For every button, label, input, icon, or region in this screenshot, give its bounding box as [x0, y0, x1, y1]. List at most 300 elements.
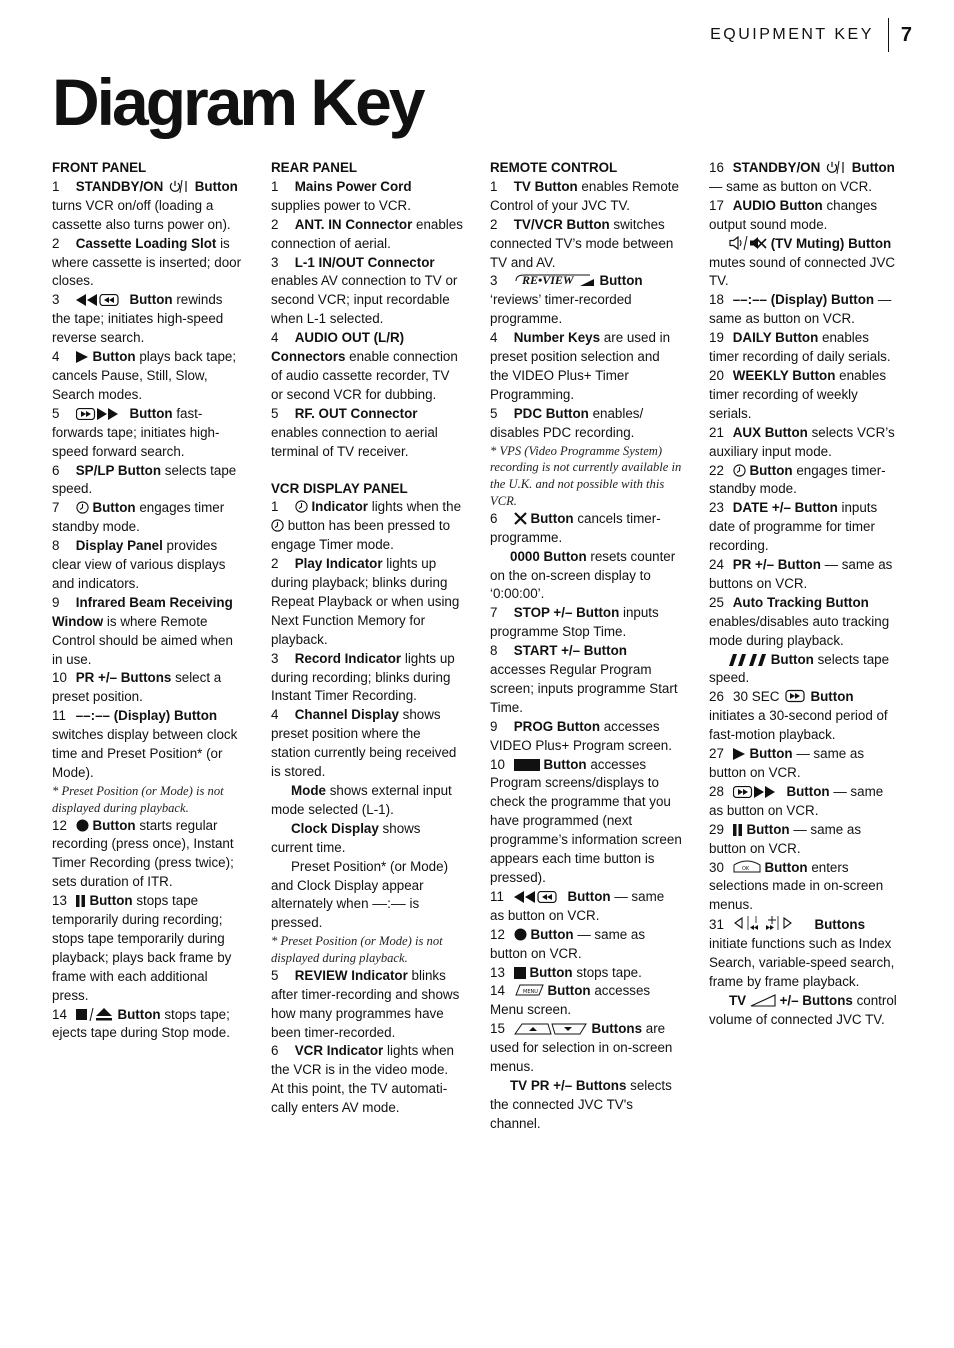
key-entry — [52, 594, 244, 670]
entry-label: Button — [767, 651, 814, 667]
entry-number: 5 — [52, 405, 60, 421]
entry-number: 16 — [709, 160, 724, 175]
entry-description: shows preset position where the station currently being received is stored. — [271, 707, 457, 780]
entry-number: 3 — [52, 292, 60, 308]
entry-label: AUX Button — [732, 424, 808, 440]
rewind-icon — [514, 891, 564, 903]
entry-number: 13 — [52, 893, 67, 909]
entry-number: 5 — [271, 405, 279, 421]
entry-description: inputs date of programme for timer recording. — [709, 500, 878, 554]
key-entry — [271, 178, 463, 216]
entry-label: TV Button — [513, 178, 578, 194]
entry-description: changes output sound mode. — [709, 197, 878, 232]
entry-label: Button — [742, 821, 790, 837]
entry-number: 10 — [490, 756, 505, 772]
review-logo-icon — [514, 273, 596, 287]
entry-description: selects the connected JVC TV's channel. — [490, 1077, 672, 1131]
key-entry — [52, 178, 244, 235]
entry-label: PR +/– Button — [732, 557, 821, 573]
entry-label: Clock Display — [291, 820, 379, 836]
key-entry — [490, 510, 682, 548]
menu-button-icon — [514, 983, 544, 997]
entry-description: select a preset position. — [52, 670, 222, 705]
entry-number: 12 — [490, 926, 505, 942]
entry-label: Play Indicator — [294, 556, 383, 572]
key-entry — [709, 556, 901, 594]
entry-label: WEEKLY Button — [732, 367, 836, 383]
key-entry — [709, 197, 901, 235]
entry-description: lights when the VCR is in the video mode. At this point, the TV automati-cally enters AV mode. — [271, 1043, 454, 1116]
key-entry — [52, 1006, 244, 1044]
key-entry-continued — [709, 235, 901, 292]
entry-description: starts regular recording (press once), Instant Timer Recording (press twice); sets duration of ITR. — [52, 817, 234, 890]
entry-description: plays back tape; cancels Pause, Still, Slow, Search modes. — [52, 349, 237, 402]
entry-description: — same as button on VCR. — [709, 292, 892, 327]
key-entry — [490, 604, 682, 642]
entry-description: enables/disables auto tracking mode during playback. — [709, 613, 890, 648]
key-entry — [490, 178, 682, 216]
entry-description: selects tape speed. — [709, 651, 890, 686]
entry-number: 4 — [271, 330, 279, 346]
entry-description: enables connection to aerial terminal of TV receiver. — [271, 424, 438, 459]
entry-label: AUDIO OUT (L/R) Connectors — [271, 330, 405, 365]
key-entry-continued — [709, 992, 901, 1030]
entry-number: 1 — [271, 499, 279, 515]
entry-description: lights up during recording; blinks during Instant Timer Recording. — [271, 650, 455, 704]
entry-description: control volume of connected JVC TV. — [709, 992, 897, 1027]
entry-number: 2 — [490, 216, 498, 232]
key-entry — [709, 821, 901, 859]
entry-number: 2 — [271, 216, 279, 232]
timer-icon — [271, 519, 284, 532]
entry-description: mutes sound of connected JVC TV. — [709, 254, 896, 289]
entry-number: 30 — [709, 859, 724, 875]
entry-label: SP/LP Button — [75, 462, 162, 478]
stop-eject-icon — [76, 1008, 114, 1021]
key-entry — [490, 272, 682, 329]
entry-number: 28 — [709, 783, 724, 799]
key-entry — [271, 650, 463, 707]
entry-number: 18 — [709, 292, 724, 308]
key-entry — [709, 462, 901, 500]
key-entry — [709, 783, 901, 821]
entry-label: Button — [191, 178, 238, 194]
entry-label: VCR Indicator — [294, 1043, 384, 1059]
entry-description: — same as button on VCR. — [709, 821, 862, 856]
entry-description: — same as button on VCR. — [709, 783, 884, 818]
entry-description: — same as button on VCR. — [490, 926, 646, 961]
entry-number: 25 — [709, 594, 724, 610]
entry-description: accesses Program screens/displays to check the programme that you have programmed (next programme’s information screen appears each time button is pressed). — [490, 756, 682, 885]
key-entry — [490, 982, 682, 1020]
key-entry-continued — [490, 1077, 682, 1134]
key-entry-continued — [709, 651, 901, 689]
key-entry — [709, 367, 901, 424]
entry-description-tail: button has been pressed to engage Timer mode. — [271, 518, 451, 553]
entry-description: enable connection of audio cassette recorder, TV or second VCR for dubbing. — [271, 349, 458, 402]
entry-description: engages timer standby mode. — [52, 500, 225, 535]
entry-description: cancels timer-programme. — [490, 510, 661, 545]
entry-description: Preset Position* (or Mode) and Clock Display appear alternately when ––:–– is pressed. — [271, 858, 449, 931]
entry-label: RF. OUT Connector — [294, 405, 418, 421]
entry-number: 3 — [271, 254, 279, 270]
entry-number: 4 — [490, 330, 498, 346]
black-bar-icon — [514, 759, 540, 771]
entry-description: initiates a 30-second period of fast-motion playback. — [709, 708, 888, 743]
entry-description: enables connection of aerial. — [271, 216, 463, 251]
spacer — [271, 462, 463, 480]
svg-text:OK: OK — [741, 865, 749, 872]
entry-number: 27 — [709, 746, 724, 762]
key-entry — [271, 216, 463, 254]
entry-label: Cassette Loading Slot — [75, 235, 217, 251]
entry-description: selects VCR’s auxiliary input mode. — [709, 424, 895, 459]
entry-label: 0000 Button — [510, 548, 587, 564]
entry-description: are used in preset position selection and the VIDEO Plus+ Timer Programming. — [490, 330, 671, 402]
entry-description: enables timer recording of daily serials. — [709, 330, 891, 365]
entry-description: selects tape speed. — [52, 462, 237, 497]
entry-number: 14 — [52, 1006, 67, 1022]
entry-label: Buttons — [810, 917, 866, 933]
entry-label: Button — [125, 405, 173, 421]
entry-label: ANT. IN Connector — [294, 216, 413, 232]
entry-label: Buttons — [587, 1021, 643, 1037]
entry-number: 21 — [709, 424, 724, 440]
key-entry — [709, 159, 901, 197]
entry-description: accesses Menu screen. — [490, 983, 651, 1018]
entry-description: — same as button on VCR. — [490, 888, 665, 923]
svg-text:RE•VIEW: RE•VIEW — [521, 273, 574, 288]
key-entry-continued — [271, 820, 463, 858]
entry-number: 6 — [490, 510, 498, 526]
entry-description: stops tape; ejects tape during Stop mode. — [52, 1006, 230, 1041]
key-entry — [52, 892, 244, 1005]
entry-description: ‘reviews’ timer-recorded programme. — [490, 292, 632, 327]
entry-label: +/– Buttons — [775, 992, 853, 1008]
page-number: 7 — [900, 23, 912, 46]
key-entry — [490, 756, 682, 888]
entry-description: lights when the — [368, 499, 462, 515]
key-entry — [490, 926, 682, 964]
key-entry — [490, 718, 682, 756]
column-rear-display — [271, 159, 463, 1118]
key-entry — [709, 745, 901, 783]
entry-label: Number Keys — [513, 330, 601, 346]
pause-icon — [76, 895, 86, 907]
entry-label: Button — [760, 859, 808, 875]
key-entry — [52, 537, 244, 594]
key-entry — [490, 216, 682, 273]
key-entry — [52, 707, 244, 783]
entry-description: — same as button on VCR. — [709, 178, 872, 194]
svg-text:30 SEC: 30 SEC — [732, 689, 780, 704]
entry-number: 24 — [709, 557, 724, 573]
entry-number: 23 — [709, 500, 724, 516]
entry-label-prefix: STANDBY/ON — [732, 160, 824, 175]
entry-description: switches display between clock time and Preset Position* (or Mode). — [52, 727, 238, 780]
entry-number: 13 — [490, 964, 505, 980]
entry-label: DATE +/– Button — [732, 500, 838, 516]
entry-label: REVIEW Indicator — [294, 967, 408, 983]
entry-description: enables timer recording of weekly serials. — [709, 367, 887, 421]
entry-description: enters selections made in on-screen menus. — [709, 859, 884, 913]
entry-description: engages timer-standby mode. — [709, 462, 886, 497]
entry-label: Button — [526, 510, 574, 526]
entry-description: resets counter on the on-screen display to ‘0:00:00’. — [490, 548, 676, 602]
entry-label: PR +/– Buttons — [75, 670, 172, 686]
entry-description: shows current time. — [271, 820, 421, 855]
entry-label: Infrared Beam Receiving Window — [52, 594, 233, 629]
entry-description: enables Remote Control of your JVC TV. — [490, 178, 679, 213]
svg-text:MENU: MENU — [522, 989, 538, 996]
entry-label: Record Indicator — [294, 650, 402, 666]
timer-icon — [733, 464, 746, 477]
key-entry — [271, 498, 463, 555]
key-entry — [490, 888, 682, 926]
entry-number: 6 — [271, 1043, 279, 1059]
entry-label: DAILY Button — [732, 330, 819, 346]
footnote: * Preset Position (or Mode) is not displayed during playback. — [271, 934, 443, 966]
entry-number: 31 — [709, 917, 724, 933]
entry-number: 2 — [52, 235, 60, 251]
entry-label: STOP +/– Button — [513, 605, 620, 621]
entry-number: 6 — [52, 462, 60, 478]
mute-icon — [729, 236, 767, 250]
power-icon — [824, 161, 848, 174]
up-down-buttons-icon — [514, 1023, 588, 1035]
entry-description: supplies power to VCR. — [271, 197, 411, 213]
entry-label: ––:–– (Display) Button — [732, 292, 875, 308]
entry-label: Button — [539, 756, 587, 772]
entry-description: — same as button on VCR. — [709, 746, 865, 780]
entry-label: Button — [526, 926, 574, 942]
entry-label: Button — [525, 964, 573, 980]
key-entry — [52, 348, 244, 405]
key-entry — [271, 555, 463, 650]
key-entry — [709, 424, 901, 462]
entry-number: 19 — [709, 330, 724, 346]
entry-label: Indicator — [307, 499, 368, 515]
footnote: * Preset Position (or Mode) is not displayed during playback. — [52, 783, 224, 815]
entry-description: turns VCR on/off (loading a cassette also turns power on). — [52, 197, 231, 232]
entry-number: 5 — [271, 967, 279, 983]
entry-description: is where Remote Control should be aimed when in use. — [52, 613, 233, 667]
key-entry — [271, 967, 463, 1043]
entry-label: Button — [125, 292, 173, 308]
key-entry — [271, 254, 463, 330]
key-entry — [709, 291, 901, 329]
section-label: EQUIPMENT KEY — [710, 26, 874, 43]
key-entry — [271, 706, 463, 782]
entry-number: 11 — [52, 708, 66, 724]
entry-label: ––:–– (Display) Button — [75, 708, 218, 724]
timer-icon — [295, 500, 308, 513]
entry-description: are used for selection in on-screen menus. — [490, 1021, 673, 1075]
ok-button-icon — [733, 860, 761, 874]
entry-number: 3 — [490, 273, 498, 289]
key-entry — [52, 669, 244, 707]
entry-description: — same as buttons on VCR. — [709, 557, 893, 591]
entry-number: 5 — [490, 405, 498, 421]
entry-number: 3 — [271, 650, 279, 666]
entry-number: 17 — [709, 197, 724, 213]
entry-description: lights up during playback; blinks during Repeat Playback or when using Next Function Memory for playback. — [271, 556, 460, 647]
entry-description: initiate functions such as Index Search, variable-speed search, frame by frame playback. — [709, 936, 895, 989]
entry-description: rewinds the tape; initiates high-speed reverse search. — [52, 292, 224, 346]
entry-label: Button — [88, 817, 136, 833]
entry-label: Button — [745, 462, 793, 478]
entry-description: fast-forwards tape; initiates high-speed forward search. — [52, 405, 220, 459]
key-entry — [52, 499, 244, 537]
entry-label: Button — [595, 273, 643, 289]
entry-number: 2 — [271, 556, 279, 572]
entry-label: START +/– Button — [513, 643, 627, 659]
key-entry — [490, 405, 682, 443]
key-entry — [52, 462, 244, 500]
entry-label: Button — [745, 746, 793, 762]
entry-label: PROG Button — [513, 718, 601, 734]
record-icon — [514, 928, 527, 941]
entry-number: 9 — [490, 718, 498, 734]
entry-label: Button — [563, 888, 611, 904]
key-entry — [52, 405, 244, 462]
entry-number: 1 — [271, 178, 279, 194]
entry-label: Button — [85, 893, 133, 909]
entry-number: 29 — [709, 821, 724, 837]
key-entry — [709, 594, 901, 651]
entry-label-prefix: STANDBY/ON — [75, 178, 167, 194]
entry-number: 14 — [490, 983, 505, 999]
slash-icon — [729, 654, 767, 666]
entry-label: Button — [806, 689, 854, 705]
entry-label: L-1 IN/OUT Connector — [294, 254, 435, 270]
key-entry — [490, 964, 682, 983]
entry-label: Display Panel — [75, 538, 163, 554]
play-icon — [733, 748, 746, 760]
entry-label: Button — [88, 349, 136, 365]
record-icon — [76, 819, 89, 832]
entry-number: 15 — [490, 1021, 505, 1037]
entry-description: enables AV connection to TV or second VCR; input recordable when L-1 selected. — [271, 273, 458, 327]
entry-number: 10 — [52, 670, 67, 686]
entry-description: switches connected TV’s mode between TV and AV. — [490, 216, 674, 270]
key-entry — [490, 1020, 682, 1077]
entry-label: Auto Tracking Button — [732, 594, 869, 610]
entry-number: 4 — [271, 707, 279, 723]
key-entry — [490, 642, 682, 718]
entry-number: 1 — [52, 178, 60, 194]
30sec-icon — [733, 689, 807, 703]
column-remote-control-cont — [709, 159, 901, 1030]
entry-label: Button — [848, 160, 895, 175]
key-entry — [52, 817, 244, 893]
column-remote-control — [490, 159, 682, 1134]
entry-label: Button — [113, 1006, 161, 1022]
entry-number: 8 — [490, 643, 498, 659]
cancel-x-icon — [514, 512, 527, 525]
key-entry — [271, 329, 463, 405]
entry-label: Mains Power Cord — [294, 178, 412, 194]
key-entry — [490, 329, 682, 405]
key-entry — [709, 915, 901, 992]
entry-label: TV/VCR Button — [513, 216, 610, 232]
entry-description: stops tape. — [572, 964, 642, 980]
key-entry — [52, 291, 244, 348]
fast-forward-icon — [76, 408, 126, 420]
entry-label: Button — [543, 983, 591, 999]
entry-label: PDC Button — [513, 405, 589, 421]
entry-label: (TV Muting) Button — [767, 235, 892, 251]
entry-label-prefix: TV — [729, 992, 750, 1008]
key-entry — [271, 405, 463, 462]
entry-number: 7 — [52, 500, 60, 516]
entry-description: shows external input mode selected (L-1). — [271, 783, 452, 817]
entry-number: 12 — [52, 817, 67, 833]
entry-description: provides clear view of various displays and indicators. — [52, 538, 226, 591]
entry-description: enables/ disables PDC recording. — [490, 405, 644, 440]
entry-number: 8 — [52, 538, 60, 554]
pause-icon — [733, 824, 743, 836]
page-header — [710, 18, 912, 52]
power-icon — [167, 180, 191, 193]
key-entry — [52, 235, 244, 292]
key-entry-continued — [271, 782, 463, 820]
entry-number: 11 — [490, 888, 504, 904]
section-heading: FRONT PANEL — [52, 160, 147, 175]
entry-number: 26 — [709, 689, 724, 705]
fast-forward-icon — [733, 786, 783, 798]
entry-number: 4 — [52, 349, 60, 365]
volume-icon — [750, 994, 776, 1007]
entry-description: inputs programme Stop Time. — [490, 605, 659, 640]
entry-label: Button — [88, 500, 136, 516]
entry-label: TV PR +/– Buttons — [510, 1077, 627, 1093]
entry-number: 7 — [490, 605, 498, 621]
entry-number: 22 — [709, 462, 724, 478]
key-entry — [709, 859, 901, 916]
entry-description: accesses VIDEO Plus+ Program screen. — [490, 718, 672, 753]
page-title: Diagram Key — [52, 65, 423, 139]
entry-description: is where cassette is inserted; door closes. — [52, 235, 242, 289]
section-heading: VCR DISPLAY PANEL — [271, 480, 408, 496]
section-heading: REAR PANEL — [271, 160, 358, 175]
entry-description: blinks after timer-recording and shows how many programmes have been timer-recorded. — [271, 967, 460, 1040]
stop-icon — [514, 967, 526, 979]
entry-label: Channel Display — [294, 707, 399, 723]
key-entry — [709, 688, 901, 745]
timer-icon — [76, 501, 89, 514]
entry-label: Button — [782, 783, 830, 799]
entry-number: 20 — [709, 367, 724, 383]
entry-description: stops tape temporarily during recording; stops tape temporarily during playback; plays back frame by frame with each additional press. — [52, 893, 232, 1003]
column-front-panel — [52, 159, 244, 1043]
entry-label: Mode — [291, 783, 326, 798]
rewind-icon — [76, 294, 126, 306]
play-icon — [76, 351, 89, 363]
key-entry-continued — [490, 548, 682, 605]
entry-description: accesses Regular Program screen; inputs programme Start Time. — [490, 662, 678, 715]
key-entry — [709, 499, 901, 556]
entry-number: 9 — [52, 594, 60, 610]
section-heading: REMOTE CONTROL — [490, 160, 618, 175]
key-entry-continued — [271, 858, 463, 934]
shuttle-icons — [733, 915, 811, 931]
entry-number: 1 — [490, 178, 498, 194]
footnote: * VPS (Video Programme System) recording is not currently available in the U.K. and not possible with this VCR. — [490, 443, 682, 508]
key-entry — [271, 1042, 463, 1118]
entry-label: AUDIO Button — [732, 197, 823, 213]
key-entry — [709, 329, 901, 367]
